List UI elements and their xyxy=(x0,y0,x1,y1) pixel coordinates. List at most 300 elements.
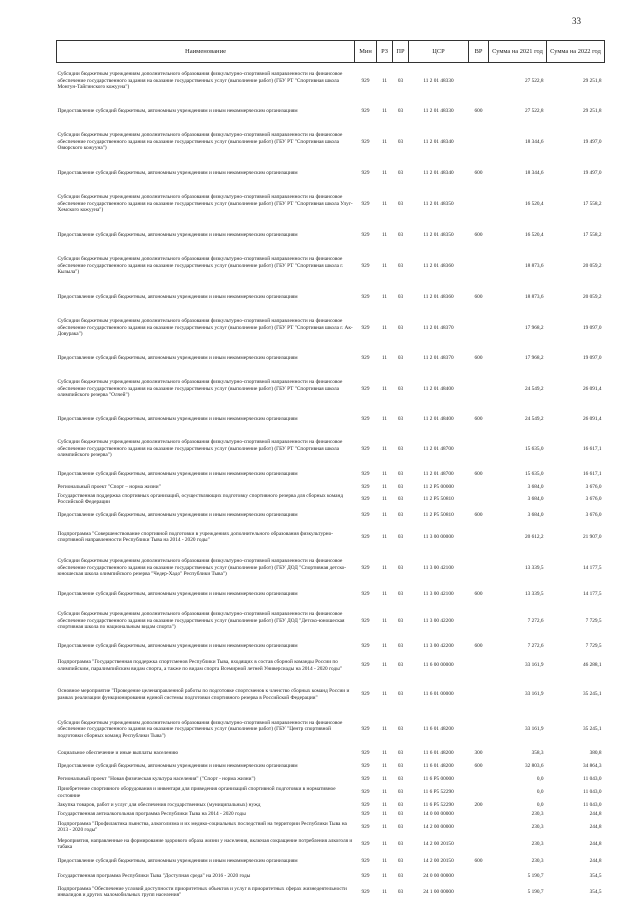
cell-sum-2021: 230,3 xyxy=(531,810,544,817)
cell-name: Государственная поддержка спортивных организаций, осуществляющих подготовку спортивного резерва для сборных команд Российской Федерации xyxy=(57,492,344,505)
table-row xyxy=(57,604,605,639)
header-name: Наименование xyxy=(57,41,355,63)
cell-name: Предоставление субсидий бюджетным, автономным учреждениям и иным некоммерческим организациям xyxy=(57,416,298,423)
table-row xyxy=(57,639,605,654)
page-number: 33 xyxy=(572,16,581,26)
cell-min: 929 xyxy=(361,293,370,300)
cell-pr: 03 xyxy=(397,810,404,817)
cell-sum-2022: 14 177,5 xyxy=(582,591,602,598)
cell-sum-2022: 380,8 xyxy=(589,749,602,756)
cell-csr: 11 2 01 48350 xyxy=(423,231,454,238)
cell-min: 929 xyxy=(361,789,370,796)
cell-min: 929 xyxy=(361,617,370,624)
header-min: Мин xyxy=(355,41,377,63)
cell-min: 929 xyxy=(361,416,370,423)
cell-sum-2021: 3 684,0 xyxy=(527,511,544,518)
cell-sum-2022: 7 729,5 xyxy=(585,642,602,649)
cell-sum-2021: 16 520,4 xyxy=(524,200,544,207)
cell-pr: 03 xyxy=(397,77,404,84)
cell-csr: 11 2 01 48350 xyxy=(423,200,454,207)
table-row xyxy=(57,551,605,586)
cell-sum-2022: 3 676,0 xyxy=(585,495,602,502)
cell-pr: 03 xyxy=(397,471,404,478)
cell-sum-2021: 358,3 xyxy=(531,749,544,756)
cell-name: Подпрограмма "Совершенствование спортивной подготовки в учреждениях дополнительного образования физкультурно-спортивной направленности Республики Тыва на 2014 - 2020 годы" xyxy=(57,530,334,543)
cell-rz: 11 xyxy=(381,801,388,808)
cell-csr: 14 2 00 20150 xyxy=(423,840,454,847)
header-rz: РЗ xyxy=(377,41,393,63)
cell-csr: 11 6 01 00000 xyxy=(423,691,454,698)
cell-pr: 03 xyxy=(397,857,404,864)
cell-pr: 03 xyxy=(397,495,404,502)
cell-vr xyxy=(469,604,489,639)
cell-csr: 11 2 01 48330 xyxy=(423,107,454,114)
cell-sum-2022: 26 091,4 xyxy=(582,385,602,392)
cell-name: Предоставление субсидий бюджетным, автономным учреждениям и иным некоммерческим организациям xyxy=(57,642,298,649)
cell-vr: 600 xyxy=(474,231,483,238)
cell-csr: 11 6 P5 52290 xyxy=(423,801,454,808)
cell-name: Государственная антиалкогольная программа Республики Тыва на 2014 - 2020 годы xyxy=(57,810,246,817)
cell-csr: 11 6 00 00000 xyxy=(423,662,454,669)
cell-sum-2021: 230,3 xyxy=(531,823,544,830)
cell-pr: 03 xyxy=(397,749,404,756)
cell-rz: 11 xyxy=(381,355,388,362)
cell-vr xyxy=(469,483,489,492)
cell-rz: 11 xyxy=(381,200,388,207)
cell-sum-2022: 35 245,1 xyxy=(582,691,602,698)
table-row xyxy=(57,371,605,408)
cell-vr: 600 xyxy=(474,416,483,423)
cell-sum-2022: 26 091,4 xyxy=(582,416,602,423)
cell-min: 929 xyxy=(361,840,370,847)
table-row xyxy=(57,285,605,310)
cell-sum-2021: 230,3 xyxy=(531,840,544,847)
cell-sum-2022: 244,8 xyxy=(589,857,602,864)
cell-sum-2022: 3 676,0 xyxy=(585,511,602,518)
cell-csr: 11 2 01 48700 xyxy=(423,471,454,478)
cell-csr: 14 2 00 00000 xyxy=(423,823,454,830)
cell-min: 929 xyxy=(361,726,370,733)
cell-rz: 11 xyxy=(381,169,388,176)
cell-sum-2021: 230,3 xyxy=(531,857,544,864)
cell-csr: 11 6 01 48200 xyxy=(423,762,454,769)
cell-pr: 03 xyxy=(397,762,404,769)
cell-csr: 11 2 01 48370 xyxy=(423,324,454,331)
table-row xyxy=(57,586,605,604)
cell-pr: 03 xyxy=(397,888,404,895)
cell-name: Предоставление субсидий бюджетным, автономным учреждениям и иным некоммерческим организациям xyxy=(57,107,298,114)
cell-pr: 03 xyxy=(397,416,404,423)
cell-sum-2022: 19 097,0 xyxy=(582,355,602,362)
cell-sum-2022: 14 177,5 xyxy=(582,564,602,571)
cell-min: 929 xyxy=(361,762,370,769)
cell-rz: 11 xyxy=(381,107,388,114)
cell-vr xyxy=(469,63,489,99)
cell-min: 929 xyxy=(361,857,370,864)
cell-csr: 11 2 01 48340 xyxy=(423,138,454,145)
cell-sum-2022: 35 245,1 xyxy=(582,726,602,733)
cell-rz: 11 xyxy=(381,823,388,830)
cell-min: 929 xyxy=(361,564,370,571)
table-row xyxy=(57,310,605,347)
cell-pr: 03 xyxy=(397,823,404,830)
cell-vr: 600 xyxy=(474,169,483,176)
cell-sum-2022: 19 097,0 xyxy=(582,324,602,331)
cell-sum-2021: 15 635,0 xyxy=(524,471,544,478)
cell-pr: 03 xyxy=(397,726,404,733)
cell-sum-2021: 3 684,0 xyxy=(527,495,544,502)
cell-sum-2021: 13 339,5 xyxy=(524,591,544,598)
cell-vr xyxy=(469,371,489,408)
cell-sum-2021: 32 803,6 xyxy=(524,762,544,769)
cell-vr xyxy=(469,310,489,347)
cell-csr: 11 6 01 48200 xyxy=(423,749,454,756)
header-pr: ПР xyxy=(393,41,409,63)
cell-sum-2021: 18 873,6 xyxy=(524,293,544,300)
cell-sum-2022: 11 043,0 xyxy=(583,801,602,808)
table-row xyxy=(57,223,605,248)
cell-name: Государственная программа Республики Тыва "Доступная среда" на 2016 - 2020 годы xyxy=(57,873,251,880)
cell-sum-2022: 244,8 xyxy=(589,810,602,817)
cell-sum-2021: 33 161,9 xyxy=(524,691,544,698)
cell-sum-2021: 5 190,7 xyxy=(527,888,544,895)
cell-sum-2021: 17 968,2 xyxy=(524,324,544,331)
cell-vr: 600 xyxy=(474,762,483,769)
cell-pr: 03 xyxy=(397,385,404,392)
cell-name: Мероприятия, направленные на формирование здорового образа жизни у населения, включая сокращение потребления алкоголя и табака xyxy=(57,837,353,850)
cell-name: Подпрограмма "Государственная поддержка спортсменов Республики Тыва, входящих в состав сборной команды России по олимпийским, паралимпийским видам спорта, а также по видам спорта Всемирной летней Универсиады на 2014 - 2020 годы" xyxy=(57,659,342,672)
cell-name: Приобретение спортивного оборудования и инвентаря для приведения организаций спортивной подготовки в нормативное состояние xyxy=(57,786,336,799)
cell-min: 929 xyxy=(361,77,370,84)
cell-rz: 11 xyxy=(381,471,388,478)
cell-sum-2022: 244,8 xyxy=(589,840,602,847)
cell-pr: 03 xyxy=(397,775,404,782)
cell-csr: 11 2 P5 50810 xyxy=(423,511,454,518)
cell-pr: 03 xyxy=(397,483,404,490)
cell-name: Субсидии бюджетным учреждениям дополнительного образования физкультурно-спортивной направленности на финансовое обеспечение государственного задания на оказание государственных услуг (выполнение работ) (ГБУ РТ "Спортивная школа олимпийского резерва") xyxy=(57,439,343,459)
cell-min: 929 xyxy=(361,801,370,808)
cell-sum-2021: 7 272,6 xyxy=(527,617,544,624)
table-row xyxy=(57,161,605,186)
cell-pr: 03 xyxy=(397,511,404,518)
cell-name: Субсидии бюджетным учреждениям дополнительного образования физкультурно-спортивной направленности на финансовое обеспечение государственного задания на оказание государственных услуг (выполнение работ) (ГБУ ДОД "Спортивная детско-юношеская школа олимпийского резерва "Чедер-Хадо" Республики Тыва") xyxy=(57,558,347,578)
cell-vr xyxy=(469,870,489,884)
table-row xyxy=(57,785,605,801)
cell-pr: 03 xyxy=(397,873,404,880)
cell-pr: 03 xyxy=(397,691,404,698)
cell-rz: 11 xyxy=(381,749,388,756)
cell-sum-2021: 0,0 xyxy=(536,789,544,796)
cell-min: 929 xyxy=(361,138,370,145)
cell-min: 929 xyxy=(361,495,370,502)
cell-sum-2021: 27 522,8 xyxy=(524,77,544,84)
header-csr: ЦСР xyxy=(409,41,469,63)
cell-vr: 600 xyxy=(474,857,483,864)
cell-csr: 11 3 00 00000 xyxy=(423,533,454,540)
cell-name: Субсидии бюджетным учреждениям дополнительного образования физкультурно-спортивной направленности на финансовое обеспечение государственного задания на оказание государственных услуг (выполнение работ) (ГБУ РТ "Спортивная школа г. Кызыла") xyxy=(57,256,344,276)
table-row xyxy=(57,748,605,759)
cell-min: 929 xyxy=(361,873,370,880)
cell-rz: 11 xyxy=(381,483,388,490)
cell-min: 929 xyxy=(361,775,370,782)
cell-vr: 600 xyxy=(474,591,483,598)
cell-sum-2022: 20 059,2 xyxy=(582,262,602,269)
cell-sum-2022: 244,8 xyxy=(589,823,602,830)
cell-sum-2022: 11 043,0 xyxy=(583,789,602,796)
cell-sum-2021: 18 344,6 xyxy=(524,169,544,176)
cell-vr: 300 xyxy=(474,749,483,756)
table-row xyxy=(57,467,605,483)
cell-name: Региональный проект "Спорт – норма жизни" xyxy=(57,483,161,490)
cell-name: Подпрограмма "Обеспечение условий доступности приоритетных объектов и услуг в приоритетных сферах жизнедеятельности инвалидов и других маломобильных групп населения" xyxy=(57,885,347,898)
cell-pr: 03 xyxy=(397,789,404,796)
cell-vr xyxy=(469,785,489,801)
cell-rz: 11 xyxy=(381,789,388,796)
table-header-row xyxy=(57,41,605,63)
cell-sum-2021: 0,0 xyxy=(536,801,544,808)
cell-vr xyxy=(469,678,489,712)
table-row xyxy=(57,483,605,492)
cell-csr: 11 2 01 48700 xyxy=(423,445,454,452)
cell-pr: 03 xyxy=(397,801,404,808)
cell-min: 929 xyxy=(361,691,370,698)
cell-name: Предоставление субсидий бюджетным, автономным учреждениям и иным некоммерческим организациям xyxy=(57,857,298,864)
cell-pr: 03 xyxy=(397,662,404,669)
table-row xyxy=(57,759,605,774)
cell-pr: 03 xyxy=(397,262,404,269)
cell-csr: 11 6 01 48200 xyxy=(423,726,454,733)
cell-csr: 11 2 01 48400 xyxy=(423,416,454,423)
cell-name: Социальное обеспечение и иные выплаты населению xyxy=(57,749,179,756)
cell-csr: 11 2 P5 50810 xyxy=(423,495,454,502)
cell-min: 929 xyxy=(361,662,370,669)
cell-csr: 11 2 01 48400 xyxy=(423,385,454,392)
table-row xyxy=(57,186,605,223)
cell-name: Предоставление субсидий бюджетным, автономным учреждениям и иным некоммерческим организациям xyxy=(57,231,298,238)
cell-sum-2022: 16 617,1 xyxy=(582,471,602,478)
cell-vr: 600 xyxy=(474,107,483,114)
cell-rz: 11 xyxy=(381,138,388,145)
cell-rz: 11 xyxy=(381,888,388,895)
cell-rz: 11 xyxy=(381,775,388,782)
table-row xyxy=(57,524,605,551)
table-row xyxy=(57,774,605,785)
cell-vr: 600 xyxy=(474,355,483,362)
cell-sum-2021: 20 612,2 xyxy=(524,533,544,540)
table-row xyxy=(57,819,605,836)
cell-sum-2021: 33 161,9 xyxy=(524,726,544,733)
cell-min: 929 xyxy=(361,107,370,114)
table-row xyxy=(57,836,605,853)
cell-name: Предоставление субсидий бюджетным, автономным учреждениям и иным некоммерческим организациям xyxy=(57,511,298,518)
cell-rz: 11 xyxy=(381,726,388,733)
cell-csr: 11 3 00 42200 xyxy=(423,642,454,649)
table-row xyxy=(57,801,605,810)
cell-sum-2022: 17 558,2 xyxy=(582,200,602,207)
cell-vr xyxy=(469,186,489,223)
cell-vr: 600 xyxy=(474,511,483,518)
cell-rz: 11 xyxy=(381,445,388,452)
cell-pr: 03 xyxy=(397,840,404,847)
table-row xyxy=(57,654,605,678)
cell-rz: 11 xyxy=(381,77,388,84)
table-row xyxy=(57,99,605,124)
cell-sum-2022: 29 251,8 xyxy=(582,107,602,114)
cell-rz: 11 xyxy=(381,662,388,669)
cell-min: 929 xyxy=(361,355,370,362)
cell-min: 929 xyxy=(361,385,370,392)
cell-pr: 03 xyxy=(397,445,404,452)
cell-csr: 24 1 00 00000 xyxy=(423,888,454,895)
cell-pr: 03 xyxy=(397,138,404,145)
cell-sum-2021: 16 520,4 xyxy=(524,231,544,238)
cell-csr: 11 6 P5 00000 xyxy=(423,775,454,782)
table-row xyxy=(57,124,605,161)
cell-csr: 11 2 01 48360 xyxy=(423,262,454,269)
cell-min: 929 xyxy=(361,511,370,518)
cell-min: 929 xyxy=(361,483,370,490)
cell-min: 929 xyxy=(361,823,370,830)
cell-vr xyxy=(469,492,489,507)
cell-pr: 03 xyxy=(397,293,404,300)
cell-vr xyxy=(469,248,489,285)
cell-rz: 11 xyxy=(381,591,388,598)
cell-sum-2021: 5 190,7 xyxy=(527,873,544,880)
cell-rz: 11 xyxy=(381,857,388,864)
cell-name: Региональный проект "Новая физическая культура населения" ("Спорт - норма жизни") xyxy=(57,775,256,782)
cell-vr xyxy=(469,551,489,586)
cell-rz: 11 xyxy=(381,642,388,649)
cell-sum-2022: 20 059,2 xyxy=(582,293,602,300)
cell-sum-2021: 24 549,2 xyxy=(524,385,544,392)
cell-sum-2021: 15 635,0 xyxy=(524,445,544,452)
cell-sum-2021: 13 339,5 xyxy=(524,564,544,571)
table-row xyxy=(57,712,605,748)
cell-rz: 11 xyxy=(381,416,388,423)
cell-sum-2021: 24 549,2 xyxy=(524,416,544,423)
cell-pr: 03 xyxy=(397,591,404,598)
cell-vr: 600 xyxy=(474,642,483,649)
cell-sum-2022: 7 729,5 xyxy=(585,617,602,624)
cell-csr: 24 0 00 00000 xyxy=(423,873,454,880)
cell-vr: 600 xyxy=(474,471,483,478)
cell-vr xyxy=(469,712,489,748)
cell-sum-2021: 0,0 xyxy=(536,775,544,782)
cell-vr: 200 xyxy=(474,801,483,808)
header-vr: ВР xyxy=(469,41,489,63)
cell-min: 929 xyxy=(361,888,370,895)
cell-sum-2022: 3 676,0 xyxy=(585,483,602,490)
cell-min: 929 xyxy=(361,591,370,598)
cell-sum-2022: 19 497,0 xyxy=(582,169,602,176)
cell-rz: 11 xyxy=(381,293,388,300)
table-row xyxy=(57,853,605,870)
cell-pr: 03 xyxy=(397,169,404,176)
cell-vr xyxy=(469,810,489,819)
header-sum-2022: Сумма на 2022 год xyxy=(547,41,605,63)
cell-name: Предоставление субсидий бюджетным, автономным учреждениям и иным некоммерческим организациям xyxy=(57,591,298,598)
cell-rz: 11 xyxy=(381,324,388,331)
cell-sum-2022: 19 497,0 xyxy=(582,138,602,145)
cell-min: 929 xyxy=(361,810,370,817)
cell-csr: 14 2 00 20150 xyxy=(423,857,454,864)
cell-rz: 11 xyxy=(381,511,388,518)
cell-sum-2021: 17 968,2 xyxy=(524,355,544,362)
cell-vr xyxy=(469,774,489,785)
cell-rz: 11 xyxy=(381,873,388,880)
cell-sum-2021: 7 272,6 xyxy=(527,642,544,649)
cell-name: Предоставление субсидий бюджетным, автономным учреждениям и иным некоммерческим организациям xyxy=(57,471,298,478)
table-row xyxy=(57,810,605,819)
cell-sum-2022: 34 864,3 xyxy=(582,762,602,769)
cell-pr: 03 xyxy=(397,231,404,238)
cell-pr: 03 xyxy=(397,107,404,114)
cell-min: 929 xyxy=(361,471,370,478)
cell-csr: 11 6 P5 52290 xyxy=(423,789,454,796)
table-row xyxy=(57,870,605,884)
cell-name: Подпрограмма "Профилактика пьянства, алкоголизма и их медико-социальных последствий на территории Республики Тыва на 2013 - 2020 годы" xyxy=(57,820,347,833)
cell-sum-2021: 18 344,6 xyxy=(524,138,544,145)
table-row xyxy=(57,884,605,901)
cell-name: Субсидии бюджетным учреждениям дополнительного образования физкультурно-спортивной направленности на финансовое обеспечение государственного задания на оказание государственных услуг (выполнение работ) (ГБУ РТ "Спортивная школа г. Ак-Довурака") xyxy=(57,318,353,338)
cell-sum-2022: 17 558,2 xyxy=(582,231,602,238)
cell-pr: 03 xyxy=(397,533,404,540)
cell-rz: 11 xyxy=(381,810,388,817)
cell-min: 929 xyxy=(361,324,370,331)
cell-name: Закупка товаров, работ и услуг для обеспечения государственных (муниципальных) нужд xyxy=(57,801,261,808)
cell-sum-2022: 21 907,0 xyxy=(582,533,602,540)
cell-rz: 11 xyxy=(381,231,388,238)
table-row xyxy=(57,507,605,524)
cell-sum-2021: 3 684,0 xyxy=(527,483,544,490)
cell-min: 929 xyxy=(361,445,370,452)
table-row xyxy=(57,248,605,285)
cell-rz: 11 xyxy=(381,691,388,698)
cell-pr: 03 xyxy=(397,355,404,362)
cell-rz: 11 xyxy=(381,385,388,392)
cell-sum-2022: 11 043,0 xyxy=(583,775,602,782)
table-row xyxy=(57,408,605,432)
table-row xyxy=(57,678,605,712)
cell-csr: 14 0 00 00000 xyxy=(423,810,454,817)
cell-name: Субсидии бюджетным учреждениям дополнительного образования физкультурно-спортивной направленности на финансовое обеспечение государственного задания на оказание государственных услуг (выполнение работ) (ГБУ РТ "Спортивная школа Монгун-Тайгинского кожууна") xyxy=(57,71,343,90)
cell-sum-2022: 16 617,1 xyxy=(582,445,602,452)
cell-vr xyxy=(469,884,489,901)
cell-csr: 11 2 01 48340 xyxy=(423,169,454,176)
cell-name: Предоставление субсидий бюджетным, автономным учреждениям и иным некоммерческим организациям xyxy=(57,293,298,300)
cell-csr: 11 2 01 48330 xyxy=(423,77,454,84)
budget-table xyxy=(56,40,605,901)
cell-min: 929 xyxy=(361,533,370,540)
cell-name: Основное мероприятие "Проведение целенаправленной работы по подготовке спортсменов к членство сборных команд России и рамках реализации функционирования единой системы подготовки спортивного резерва в Российской Федерации" xyxy=(57,688,350,701)
cell-csr: 11 2 P5 00000 xyxy=(423,483,454,490)
cell-min: 929 xyxy=(361,262,370,269)
cell-rz: 11 xyxy=(381,564,388,571)
cell-vr xyxy=(469,819,489,836)
cell-csr: 11 3 00 42100 xyxy=(423,564,454,571)
cell-min: 929 xyxy=(361,231,370,238)
cell-csr: 11 2 01 48370 xyxy=(423,355,454,362)
cell-rz: 11 xyxy=(381,762,388,769)
cell-sum-2022: 46 288,1 xyxy=(582,662,602,669)
cell-name: Субсидии бюджетным учреждениям дополнительного образования физкультурно-спортивной направленности на финансовое обеспечение государственного задания на оказание государственных услуг (выполнение работ) (ГБУ РТ "Спортивная школа Овюрского кожууна") xyxy=(57,132,343,152)
cell-pr: 03 xyxy=(397,324,404,331)
cell-sum-2022: 354,5 xyxy=(589,888,602,895)
table-row xyxy=(57,347,605,371)
cell-min: 929 xyxy=(361,642,370,649)
cell-sum-2021: 33 161,9 xyxy=(524,662,544,669)
cell-rz: 11 xyxy=(381,495,388,502)
